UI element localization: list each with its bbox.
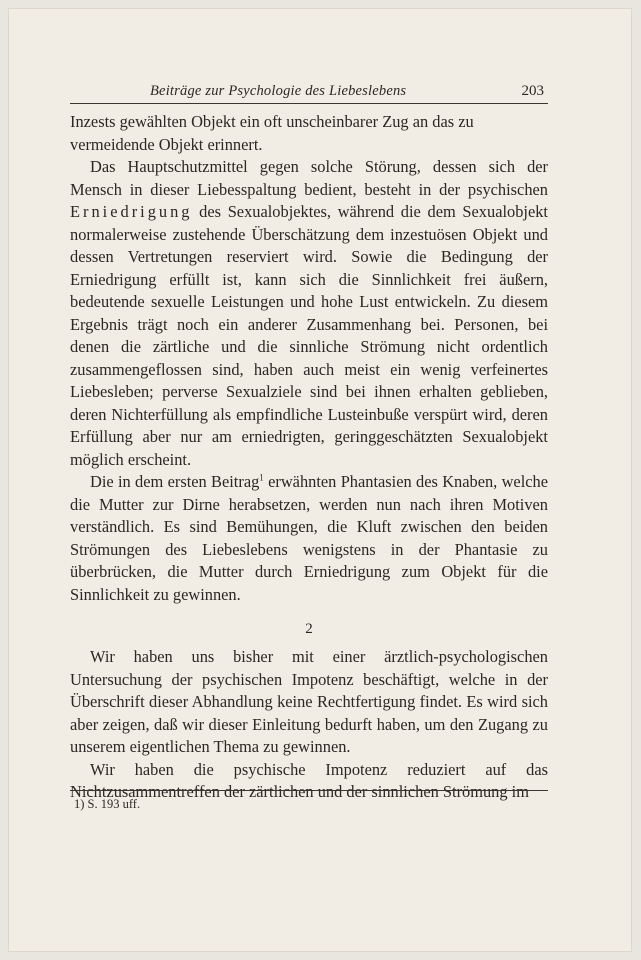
page-number: 203 (521, 83, 544, 99)
footnote-reference[interactable]: 1 (259, 472, 264, 483)
book-page (8, 8, 632, 952)
paragraph-untersuchung: Wir haben uns bisher mit einer ärztlich-psychologischen Untersuchung der psychischen Impotenz beschäftigt, welche in der Überschrift dieser Abhandlung keine Rechtfertigung findet. Es wird sich aber zeigen, daß wir dieser Einleitung bedurft haben, um den Zugang zu unserem eigentlichen Thema zu gewinnen. (70, 647, 548, 756)
main-text (70, 111, 548, 606)
paragraph-phantasien (70, 471, 548, 606)
running-title: Beiträge zur Psychologie des Liebeslebens (150, 83, 407, 99)
text-run: erwähnten Phantasien des Knaben, welche die Mutter zur Dirne herabsetzen, werden nun nach ihren Motiven verständlich. Es sind Bemühungen, die Kluft zwischen den beiden Strömungen des Liebeslebens wenigstens in der Phantasie zu überbrücken, die Mutter durch Erniedrigung zum Objekt für die Sinnlichkeit zu gewinnen. (70, 472, 548, 604)
footnote-divider (70, 790, 548, 791)
section-number: 2 (305, 621, 313, 637)
paragraph-schutzmittel (70, 156, 548, 471)
text-run: Die in dem ersten Beitrag (90, 472, 260, 491)
footnote: 1) S. 193 uff. (74, 797, 141, 811)
text-run: des Sexualobjektes, während die dem Sexualobjekt normalerweise zustehende Überschätzung dem inzestuösen Objekt und dessen Vertretungen reserviert wird. Sowie die Bedingung der Erniedrigung erfüllt ist, kann sich die Sinnlichkeit frei äußern, bedeutende sexuelle Leistungen und hohe Lust entwickeln. Zu diesem Ergebnis trägt noch ein anderer Zusammenhang bei. Personen, bei denen die zärtliche und die sinnliche Strömung nicht ordentlich zusammengeflossen sind, haben auch meist ein wenig verfeinertes Liebesleben; perverse Sexualziele sind bei ihnen erhalten geblieben, deren Nichterfüllung als empfindliche Lusteinbuße verspürt wird, deren Erfüllung aber nur am erniedrigten, geringgeschätzten Sexualobjekt möglich erscheint. (70, 202, 548, 469)
paragraph-continuation: Inzests gewählten Objekt ein oft unscheinbarer Zug an das zu vermeidende Objekt erinnert. (70, 112, 474, 154)
text-run: Das Hauptschutzmittel gegen solche Störung, dessen sich der Mensch in dieser Liebesspaltung bedient, besteht in der psychischen (70, 157, 548, 199)
emphasized-term: Erniedrigung (70, 202, 193, 221)
section-text (70, 646, 548, 804)
paragraph-impotenz: Wir haben die psychische Impotenz reduziert auf das Nichtzusammentreffen der zärtlichen und der sinnlichen Strömung im (70, 759, 548, 801)
page-header (70, 81, 548, 104)
